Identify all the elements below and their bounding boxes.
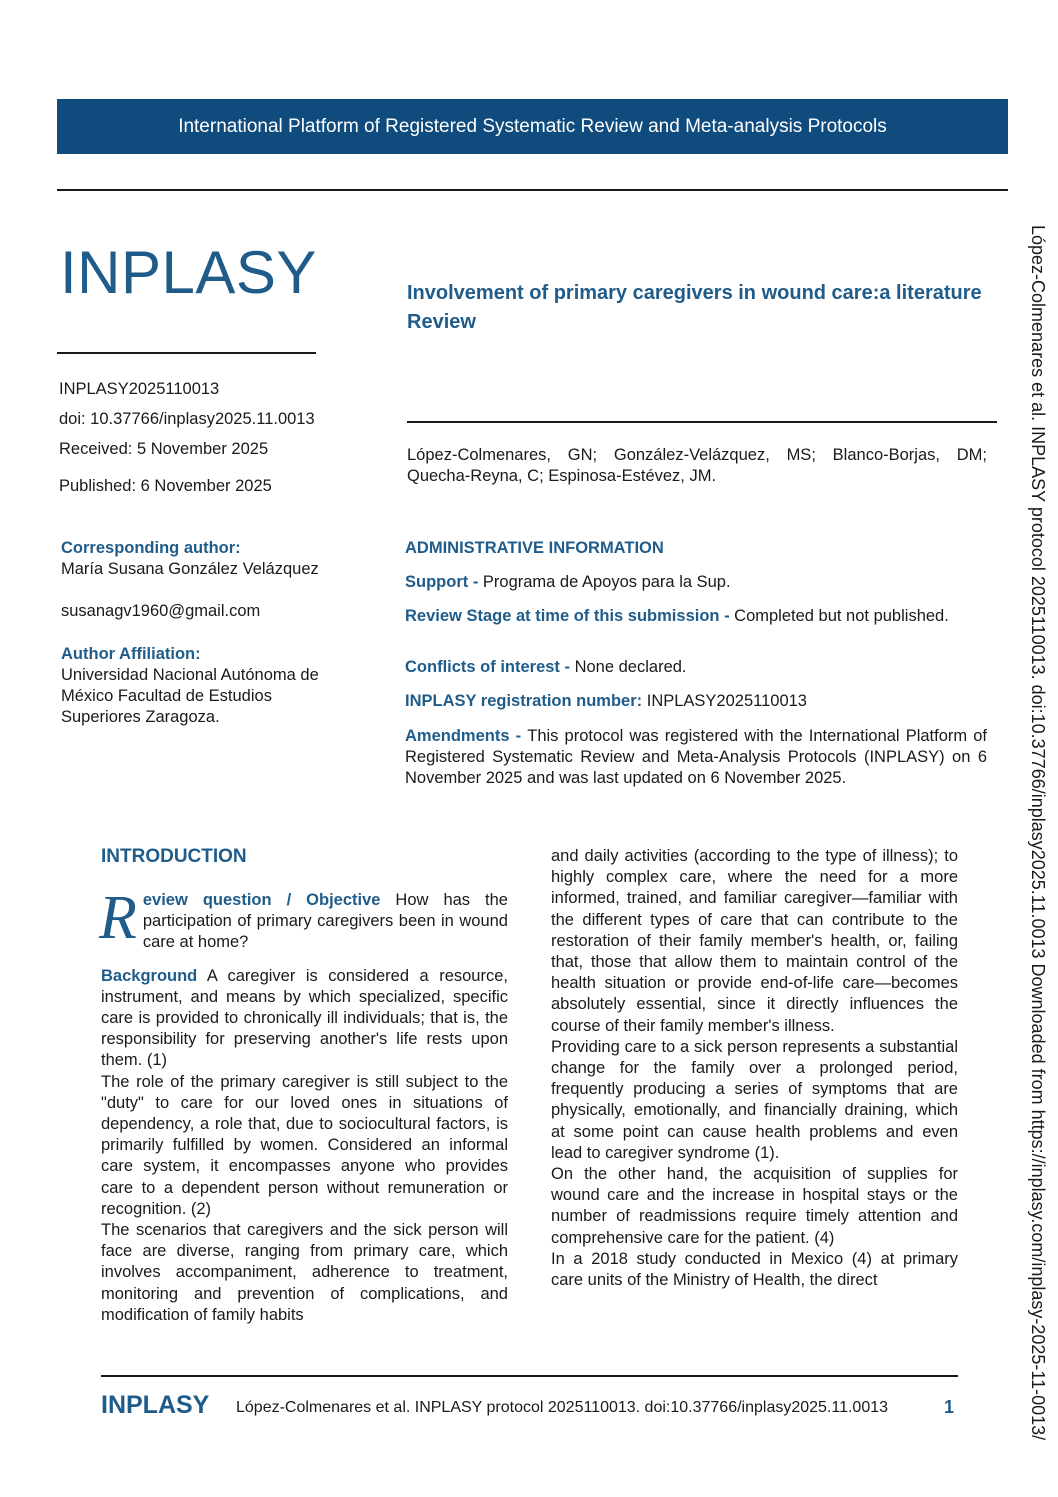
amendments-info	[405, 726, 987, 789]
footer-citation: López-Colmenares et al. INPLASY protocol 2025110013. doi:10.37766/inplasy2025.11.0013	[236, 1399, 889, 1416]
registration-label: INPLASY registration number:	[405, 692, 647, 710]
left-column	[99, 884, 508, 1326]
admin-heading-text: ADMINISTRATIVE INFORMATION	[405, 539, 664, 557]
paragraph: and daily activities (according to the type of illness); to highly complex care, where the need for a more informed, trained, and familiar caregiver—familiar with the different types of care that can contribute to the restoration of their family member's health, or, failing that, those that allow them to maintain control of the health situation or provide end-of-life care—becomes absolutely essential, since it directly influences the course of their family member's illness.	[551, 847, 958, 1035]
support-info	[405, 572, 987, 593]
corresponding-author	[61, 538, 361, 622]
paragraph: The scenarios that caregivers and the sick person will face are diverse, ranging from primary care, which involves accompaniment, adherence to treatment, monitoring and prevention of complications, and modification of family habits	[101, 1221, 508, 1324]
support-label: Support -	[405, 573, 483, 591]
registration-info	[405, 691, 987, 712]
brand-logo: INPLASY	[60, 239, 317, 306]
paper-title: Involvement of primary caregivers in wound care:a literature Review	[407, 282, 982, 333]
paragraph: The role of the primary caregiver is still subject to the "duty" to care for our loved ones in situations of dependency, a role that, due to sociocultural factors, is primarily fulfilled by women. Considered an informal care system, it encompasses anyone who provides care to a dependent person without remuneration or recognition. (2)	[101, 1072, 508, 1218]
brand-rule	[57, 352, 316, 354]
section-heading: INTRODUCTION	[101, 846, 247, 867]
affiliation-label: Author Affiliation:	[61, 645, 201, 663]
affiliation-line: Superiores Zaragoza.	[61, 708, 220, 726]
footer-brand: INPLASY	[101, 1391, 210, 1419]
review-question-text: How has the participation of primary caregivers been in wound care at home?	[142, 891, 508, 952]
paragraph: Providing care to a sick person represents a substantial change for the family over a prolonged period, frequently producing a series of symptoms that are physically, emotionally, and financially draining, which at some point can cause health problems and even lead to caregiver syndrome (1).	[551, 1037, 958, 1162]
review-stage-value: Completed but not published.	[734, 607, 949, 625]
conflicts-value: None declared.	[574, 658, 687, 676]
right-column	[551, 846, 958, 1291]
amendments-label: Amendments -	[405, 727, 528, 745]
review-stage-info	[405, 606, 987, 627]
corresponding-label: Corresponding author:	[61, 539, 241, 557]
corresponding-email: susanagv1960@gmail.com	[61, 602, 261, 620]
published-date: Published: 6 November 2025	[59, 477, 272, 495]
conflicts-label: Conflicts of interest -	[405, 658, 575, 676]
background-label: Background	[101, 966, 198, 985]
paragraph: In a 2018 study conducted in Mexico (4) at primary care units of the Ministry of Health, the direct	[551, 1249, 958, 1290]
page-number: 1	[944, 1397, 955, 1417]
registration-value: INPLASY2025110013	[646, 692, 807, 710]
paragraph: On the other hand, the acquisition of supplies for wound care and the increase in hospital stays or the number of readmissions require timely attention and comprehensive care for the patient. (4)	[551, 1165, 958, 1247]
author-affiliation	[61, 644, 361, 728]
review-question-label: eview question / Objective	[142, 891, 381, 909]
received-date: Received: 5 November 2025	[59, 440, 269, 458]
registration-id: INPLASY2025110013	[59, 380, 220, 398]
platform-banner: International Platform of Registered Systematic Review and Meta-analysis Protocols	[57, 99, 1008, 154]
review-question	[99, 884, 508, 954]
affiliation-line: México Facultad de Estudios	[61, 687, 272, 705]
affiliation-line: Universidad Nacional Autónoma de	[61, 666, 319, 684]
header-rule	[57, 189, 1008, 191]
review-stage-label: Review Stage at time of this submission -	[405, 607, 735, 625]
conflicts-info	[405, 657, 987, 678]
drop-cap: R	[99, 884, 137, 952]
background-text: A caregiver is considered a resource, instrument, and means by which specialized, specific care is provided to chronically ill individuals; that is, the responsibility for preserving another's life rests upon them. (1)	[101, 966, 508, 1070]
side-download-note: López-Colmenares et al. INPLASY protocol 2025110013. doi:10.37766/inplasy2025.11.0013 Downloaded from https://inplasy.com/inplasy-2025-11-0013/	[1028, 225, 1048, 1441]
admin-heading	[405, 538, 987, 559]
corresponding-name: María Susana González Velázquez	[61, 560, 319, 578]
footer-rule	[101, 1375, 958, 1377]
support-value: Programa de Apoyos para la Sup.	[482, 573, 731, 591]
author-list: López-Colmenares, GN; González-Velázquez, MS; Blanco-Borjas, DM; Quecha-Reyna, C; Espinosa-Estévez, JM.	[407, 446, 987, 485]
background-paragraph	[101, 966, 508, 1072]
amendments-value: This protocol was registered with the International Platform of Registered Systematic Review and Meta-Analysis Protocols (INPLASY) on 6 November 2025 and was last updated on 6 November 2025.	[405, 727, 988, 787]
title-rule	[407, 421, 997, 423]
doi: doi: 10.37766/inplasy2025.11.0013	[59, 410, 315, 428]
